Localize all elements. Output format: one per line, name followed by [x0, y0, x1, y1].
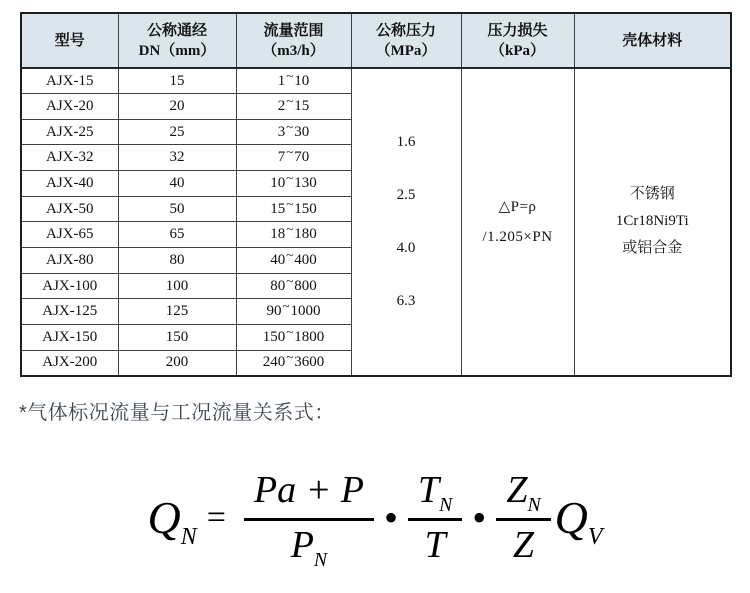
- pressure-loss-line2: /1.205×PN: [482, 228, 553, 245]
- col-header-model: [21, 13, 118, 68]
- cell-dn: 25: [118, 119, 236, 145]
- fraction-denominator: [290, 521, 328, 571]
- fraction-numerator: [408, 468, 462, 521]
- pressure-loss-formula: [462, 192, 574, 252]
- flow-low: 15: [270, 200, 286, 217]
- cell-dn: 100: [118, 273, 236, 299]
- cell-model: AJX-100: [21, 273, 118, 299]
- cell-flow-range: [236, 299, 351, 325]
- tilde: ~: [286, 273, 294, 288]
- flow-high: 10: [294, 72, 310, 89]
- header-label: 压力损失: [487, 22, 548, 39]
- cell-model: AJX-40: [21, 171, 118, 197]
- pn-base: P: [290, 523, 314, 566]
- cell-flow-range: [236, 196, 351, 222]
- cell-model: AJX-25: [21, 119, 118, 145]
- multiply-dot: •: [472, 495, 487, 540]
- header-label: 流量范围: [263, 22, 324, 39]
- tilde: ~: [286, 324, 294, 339]
- pn-subscript: N: [313, 548, 328, 571]
- qn-subscript: N: [180, 523, 197, 550]
- header-label: 型号: [54, 32, 85, 49]
- flow-high: 30: [294, 123, 310, 140]
- qv-base: Q: [554, 492, 588, 543]
- pressure-loss-line1: △P=ρ: [498, 198, 537, 215]
- tilde: ~: [286, 170, 294, 185]
- flow-low: 80: [270, 277, 286, 294]
- tilde: ~: [286, 196, 294, 211]
- cell-flow-range: [236, 248, 351, 274]
- material-line2: 1Cr18Ni9Ti: [615, 213, 689, 230]
- flow-high: 70: [294, 149, 310, 166]
- note-gas-flow-relation: *气体标况流量与工况流量关系式：: [19, 402, 335, 424]
- tilde: ~: [286, 144, 294, 160]
- cell-flow-range: [236, 68, 351, 94]
- fraction-numerator: Pa + P: [244, 471, 374, 521]
- col-header-flow-range: [236, 13, 351, 68]
- flow-low: 7: [277, 149, 286, 166]
- col-header-dn: [118, 13, 236, 68]
- zn-base: Z: [506, 468, 528, 511]
- header-label: 壳体材料: [622, 32, 683, 49]
- cell-model: AJX-200: [21, 350, 118, 376]
- cell-dn: 80: [118, 248, 236, 274]
- tilde: ~: [286, 221, 294, 237]
- pressure-value: 4.0: [396, 239, 416, 256]
- flow-low: 90: [266, 303, 282, 320]
- fraction-temperature: [408, 468, 462, 566]
- pressure-value: 2.5: [396, 186, 416, 203]
- cell-flow-range: [236, 325, 351, 351]
- flow-low: 240: [262, 354, 286, 371]
- flow-low: 1: [277, 72, 286, 89]
- spec-table: [20, 12, 732, 377]
- flow-low: 3: [277, 123, 286, 140]
- cell-model: AJX-50: [21, 196, 118, 222]
- cell-flow-range: [236, 222, 351, 248]
- pressure-value: 1.6: [396, 133, 416, 150]
- fraction-numerator: [496, 468, 550, 521]
- flow-high: 180: [294, 226, 317, 243]
- cell-pressure-loss-merged: [461, 68, 574, 376]
- header-sublabel: （kPa）: [489, 42, 545, 59]
- formula-qn-term: [147, 492, 197, 550]
- cell-dn: 40: [118, 171, 236, 197]
- cell-flow-range: [236, 119, 351, 145]
- tilde: ~: [286, 350, 294, 365]
- cell-model: AJX-32: [21, 145, 118, 171]
- zn-subscript: N: [527, 493, 541, 516]
- col-header-pressure-loss: [461, 13, 574, 68]
- header-row: [21, 13, 731, 68]
- fraction-compressibility: [496, 468, 550, 566]
- cell-flow-range: [236, 94, 351, 120]
- material-line1: 不锈钢: [629, 186, 675, 203]
- flow-high: 1000: [290, 303, 321, 320]
- flow-low: 18: [270, 226, 286, 243]
- flow-low: 150: [262, 328, 286, 345]
- flow-high: 150: [294, 200, 317, 217]
- qv-subscript: V: [587, 523, 603, 550]
- equals-sign: =: [206, 499, 226, 536]
- qn-base: Q: [147, 492, 181, 543]
- cell-flow-range: [236, 273, 351, 299]
- header-label: 公称通经: [146, 22, 207, 39]
- flow-low: 2: [277, 97, 286, 114]
- flow-low: 40: [270, 251, 286, 268]
- cell-dn: 200: [118, 350, 236, 376]
- cell-dn: 20: [118, 94, 236, 120]
- material-text: [575, 181, 731, 262]
- pressure-values: [352, 134, 461, 310]
- fraction-denominator: Z: [512, 523, 535, 566]
- header-label: 公称压力: [375, 22, 436, 39]
- flow-high: 15: [294, 97, 310, 114]
- cell-dn: 125: [118, 299, 236, 325]
- cell-flow-range: [236, 171, 351, 197]
- flow-high: 1800: [294, 328, 325, 345]
- tn-subscript: N: [439, 493, 453, 516]
- cell-flow-range: [236, 145, 351, 171]
- col-header-nominal-pressure: [351, 13, 461, 68]
- cell-model: AJX-65: [21, 222, 118, 248]
- tn-base: T: [417, 468, 440, 511]
- flow-high: 800: [294, 277, 317, 294]
- cell-model: AJX-150: [21, 325, 118, 351]
- pressure-value: 6.3: [396, 292, 416, 309]
- cell-material-merged: [574, 68, 731, 376]
- cell-dn: 15: [118, 68, 236, 94]
- formula-qn: [0, 448, 750, 588]
- flow-high: 130: [294, 174, 317, 191]
- cell-model: AJX-15: [21, 68, 118, 94]
- cell-dn: 32: [118, 145, 236, 171]
- cell-model: AJX-20: [21, 94, 118, 120]
- cell-dn: 50: [118, 196, 236, 222]
- tilde: ~: [286, 247, 294, 262]
- flow-high: 400: [294, 251, 317, 268]
- header-sublabel: （MPa）: [375, 42, 437, 59]
- material-line3: 或铝合金: [622, 240, 683, 257]
- fraction-pressure: [244, 468, 374, 571]
- multiply-dot: •: [383, 495, 398, 540]
- tilde: ~: [286, 93, 294, 108]
- cell-dn: 150: [118, 325, 236, 351]
- formula-qv-term: [554, 492, 603, 550]
- cell-flow-range: [236, 350, 351, 376]
- tilde: ~: [286, 119, 294, 134]
- flow-low: 10: [270, 174, 286, 191]
- table-row: [21, 68, 731, 94]
- fraction-denominator: T: [424, 523, 446, 566]
- cell-dn: 65: [118, 222, 236, 248]
- cell-nominal-pressure-merged: [351, 68, 461, 376]
- col-header-material: [574, 13, 731, 68]
- header-sublabel: （m3/h）: [262, 42, 325, 59]
- cell-model: AJX-80: [21, 248, 118, 274]
- flow-high: 3600: [294, 354, 325, 371]
- tilde: ~: [282, 298, 290, 314]
- tilde: ~: [286, 68, 294, 83]
- cell-model: AJX-125: [21, 299, 118, 325]
- header-sublabel: DN（mm）: [138, 42, 216, 59]
